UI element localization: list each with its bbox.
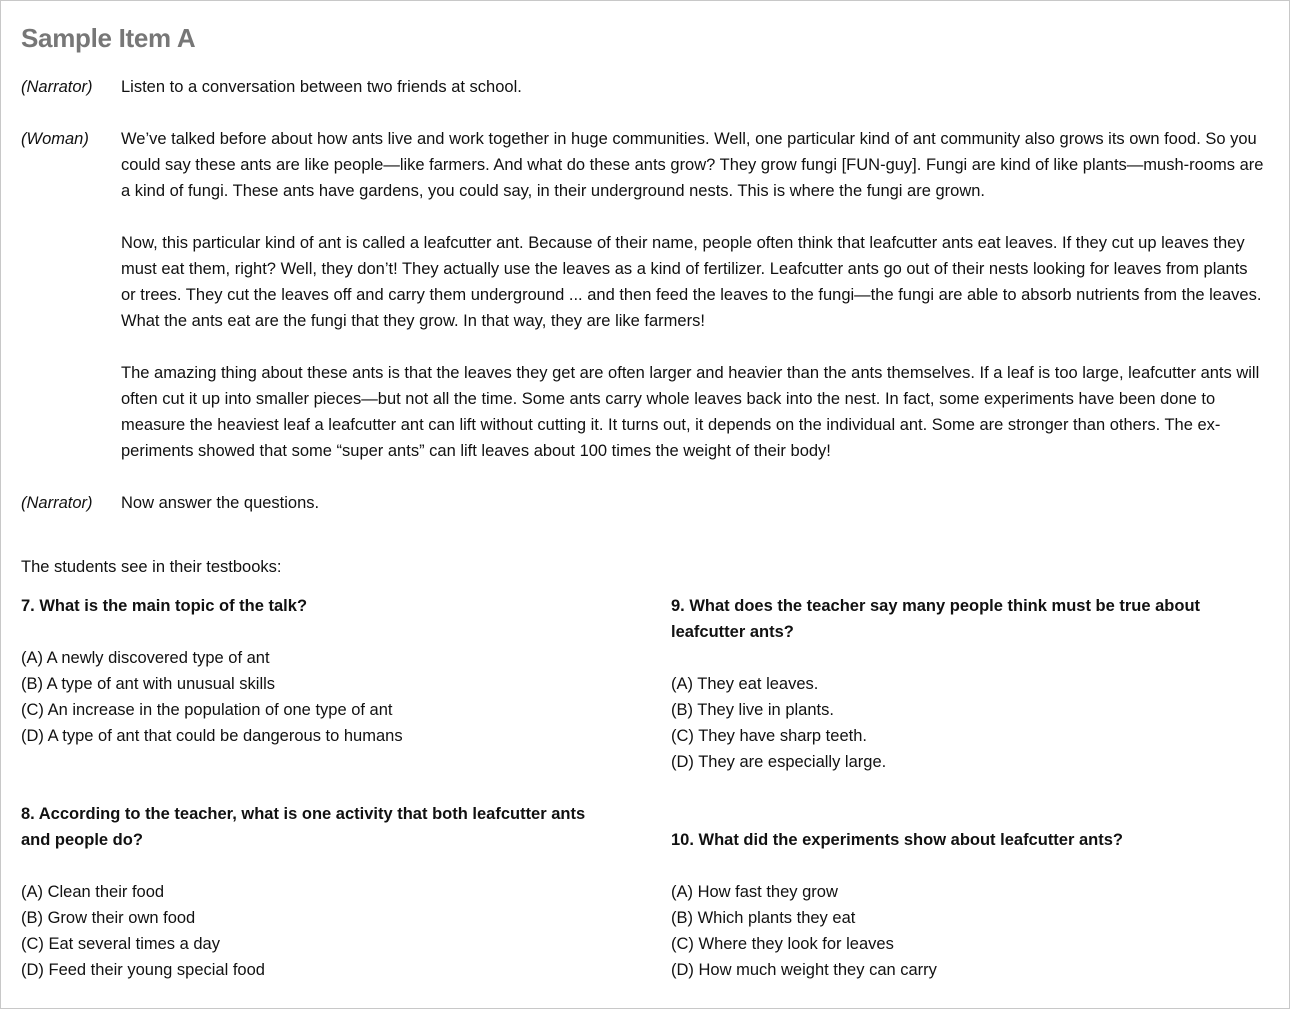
question-text: 10. What did the experiments show about leafcutter ants? bbox=[671, 831, 1123, 849]
answer-option: (B) Grow their own food bbox=[21, 909, 196, 927]
question-text: 7. What is the main topic of the talk? bbox=[21, 597, 308, 615]
question-7 bbox=[21, 593, 611, 749]
answer-option: (B) Which plants they eat bbox=[671, 909, 856, 927]
answer-option: (D) Feed their young special food bbox=[21, 961, 265, 979]
speech-paragraph: We’ve talked before about how ants live and work together in huge communities. Well, one particular kind of ant community also grows its own food. So you could say these ants are like people—like farmers. And what do these ants grow? They grow fungi [FUN-guy]. Fungi are kind of like plants—mush-rooms are a kind of fungi. These ants have gardens, you could say, in their underground nests. This is where the fungi are grown. bbox=[121, 130, 1264, 200]
page-title: Sample Item A bbox=[21, 23, 196, 53]
speech bbox=[121, 126, 1266, 490]
answer-option: (B) They live in plants. bbox=[671, 701, 834, 719]
question-10 bbox=[671, 827, 1251, 983]
speech bbox=[121, 74, 1266, 126]
transcript bbox=[21, 74, 1266, 516]
answer-option: (D) A type of ant that could be dangerous to humans bbox=[21, 727, 403, 745]
speech-paragraph: The amazing thing about these ants is that the leaves they get are often larger and heavier than the ants themselves. If a leaf is too large, leafcutter ants will often cut it up into smaller pieces—but not all the time. Some ants carry whole leaves back into the nest. In fact, some experiments have been done to measure the heaviest leaf a leafcutter ant can lift without cutting it. It turns out, it depends on the individual ant. Some are stronger than others. The ex-periments showed that some “super ants” can lift leaves about 100 times the weight of their body! bbox=[121, 364, 1260, 460]
answer-option: (C) An increase in the population of one type of ant bbox=[21, 701, 393, 719]
answer-option: (B) A type of ant with unusual skills bbox=[21, 675, 276, 693]
answer-option: (C) Eat several times a day bbox=[21, 935, 220, 953]
speech-paragraph: Listen to a conversation between two friends at school. bbox=[121, 78, 522, 96]
speaker-label: (Narrator) bbox=[21, 78, 93, 96]
question-text: 9. What does the teacher say many people think must be true about leafcutter ants? bbox=[671, 597, 1201, 641]
speech bbox=[121, 490, 1266, 516]
turn-narrator-outro bbox=[21, 490, 1266, 516]
answer-option: (C) Where they look for leaves bbox=[671, 935, 894, 953]
questions-left-column bbox=[21, 593, 611, 1009]
answer-option: (A) How fast they grow bbox=[671, 883, 838, 901]
speaker-label: (Woman) bbox=[21, 130, 89, 148]
question-9 bbox=[671, 593, 1251, 775]
answer-option: (C) They have sharp teeth. bbox=[671, 727, 867, 745]
question-8 bbox=[21, 801, 611, 983]
testbook-intro: The students see in their testbooks: bbox=[21, 558, 282, 576]
answer-option: (A) A newly discovered type of ant bbox=[21, 649, 270, 667]
answer-option: (D) How much weight they can carry bbox=[671, 961, 937, 979]
answer-option: (A) Clean their food bbox=[21, 883, 165, 901]
speech-paragraph: Now, this particular kind of ant is called a leafcutter ant. Because of their name, people often think that leafcutter ants eat leaves. If they cut up leaves they must eat them, right? Well, they don’t! They actually use the leaves as a kind of fertilizer. Leafcutter ants go out of their nests looking for leaves from plants or trees. They cut the leaves off and carry them underground ... and then feed the leaves to the fungi—the fungi are able to absorb nutrients from the leaves. What the ants eat are the fungi that they grow. In that way, they are like farmers! bbox=[121, 234, 1262, 330]
question-text: 8. According to the teacher, what is one activity that both leafcutter ants and people do? bbox=[21, 805, 586, 849]
questions-right-column bbox=[671, 593, 1251, 1009]
speaker-label: (Narrator) bbox=[21, 494, 93, 512]
answer-option: (A) They eat leaves. bbox=[671, 675, 819, 693]
answer-option: (D) They are especially large. bbox=[671, 753, 887, 771]
speech-paragraph: Now answer the questions. bbox=[121, 494, 320, 512]
turn-narrator-intro bbox=[21, 74, 1266, 126]
turn-woman bbox=[21, 126, 1266, 490]
